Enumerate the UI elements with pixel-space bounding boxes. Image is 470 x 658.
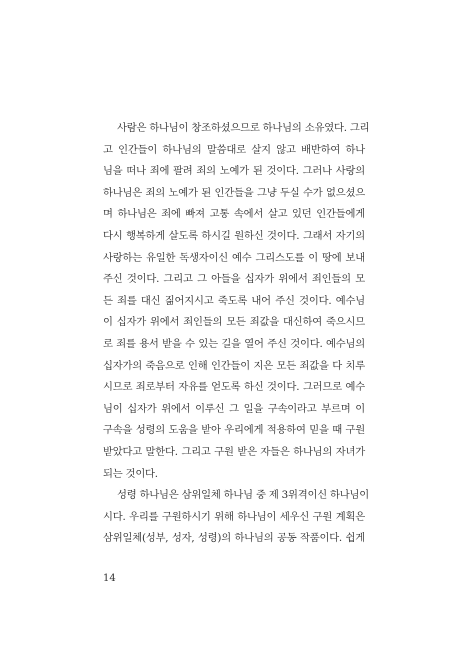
text-line: 십자가의 죽음으로 인해 인간들이 지은 모든 죄값을 다 치루: [103, 359, 365, 372]
text-line: 이 십자가 위에서 죄인들의 모든 죄값을 대신하여 죽으시므: [103, 316, 365, 329]
text-line: 며 하나님은 죄에 빠져 고통 속에서 살고 있던 인간들에게: [103, 208, 365, 221]
text-line: 님을 떠나 죄에 팔려 죄의 노예가 된 것이다. 그러나 사랑의: [103, 165, 365, 178]
text-line: 다시 행복하게 살도록 하시길 원하신 것이다. 그래서 자기의: [103, 229, 365, 242]
text-line: 삼위일체(성부, 성자, 성령)의 하나님의 공동 작품이다. 쉽게: [103, 532, 365, 545]
text-line: 님이 십자가 위에서 이루신 그 일을 구속이라고 부르며 이: [103, 402, 365, 415]
text-line: 구속을 성령의 도움을 받아 우리에게 적용하여 믿을 때 구원: [103, 424, 365, 437]
text-line: 되는 것이다.: [103, 467, 158, 480]
text-line: 하나님은 죄의 노예가 된 인간들을 그냥 두실 수가 없으셨으: [103, 186, 365, 199]
text-line: 사랑하는 유일한 독생자이신 예수 그리스도를 이 땅에 보내: [103, 251, 365, 264]
text-line: 시므로 죄로부터 자유를 얻도록 하신 것이다. 그러므로 예수: [103, 381, 365, 394]
body-text: [103, 118, 370, 550]
text-line: 사람은 하나님이 창조하셨으므로 하나님의 소유였다. 그리: [117, 122, 370, 134]
text-line: 주신 것이다. 그리고 그 아들을 십자가 위에서 죄인들의 모: [103, 273, 365, 286]
paragraph-2: [103, 485, 370, 550]
text-line: 시다. 우리를 구원하시기 위해 하나님이 세우신 구원 계획은: [103, 510, 365, 523]
text-line: 받았다고 말한다. 그리고 구원 받은 자들은 하나님의 자녀가: [103, 445, 365, 458]
text-line: 성령 하나님은 삼위일체 하나님 중 제 3위격이신 하나님이: [117, 489, 370, 502]
text-line: 고 인간들이 하나님의 말씀대로 살지 않고 배반하여 하나: [103, 143, 365, 156]
page-number: 14: [103, 573, 116, 584]
paragraph-1: [103, 118, 370, 485]
text-line: 로 죄를 용서 받을 수 있는 길을 열어 주신 것이다. 예수님의: [103, 337, 365, 350]
text-line: 든 죄를 대신 짊어지시고 죽도록 내어 주신 것이다. 예수님: [103, 294, 365, 307]
